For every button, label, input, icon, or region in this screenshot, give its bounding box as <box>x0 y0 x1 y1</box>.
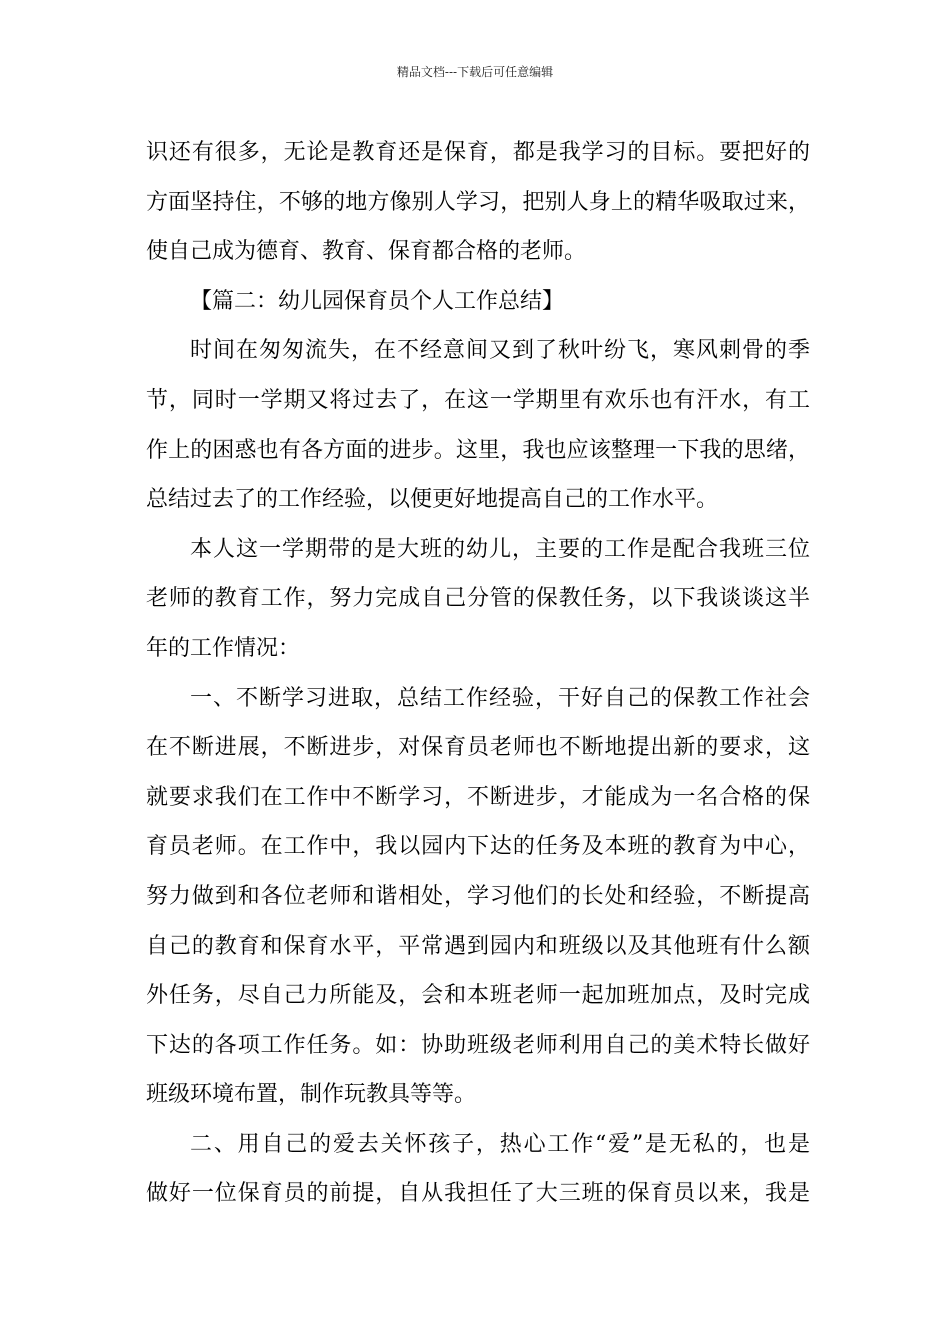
text-line: 在不断进展，不断进步，对保育员老师也不断地提出新的要求，这 <box>146 735 810 761</box>
text-line: 总结过去了的工作经验，以便更好地提高自己的工作水平。 <box>146 487 719 513</box>
page-header: 精品文档---下载后可任意编辑 <box>396 65 554 79</box>
text-line: 节，同时一学期又将过去了，在这一学期里有欢乐也有汗水，有工 <box>146 387 810 413</box>
text-line: 班级环境布置，制作玩教具等等。 <box>146 1082 477 1108</box>
text-line: 识还有很多，无论是教育还是保育，都是我学习的目标。要把好的 <box>146 140 810 165</box>
text-line: 作上的困惑也有各方面的进步。这里，我也应该整理一下我的思绪， <box>146 437 810 463</box>
text-line: 方面坚持住，不够的地方像别人学习，把别人身上的精华吸取过来， <box>146 189 810 215</box>
text-line: 努力做到和各位老师和谐相处，学习他们的长处和经验，不断提高 <box>146 883 810 909</box>
text-line: 一、不断学习进取，总结工作经验，干好自己的保教工作社会 <box>190 685 810 711</box>
text-line: 做好一位保育员的前提，自从我担任了大三班的保育员以来，我是 <box>146 1181 810 1207</box>
text-line: 育员老师。在工作中，我以园内下达的任务及本班的教育为中心， <box>146 834 810 860</box>
text-line: 老师的教育工作，努力完成自己分管的保教任务，以下我谈谈这半 <box>146 586 810 612</box>
text-line: 就要求我们在工作中不断学习，不断进步，才能成为一名合格的保 <box>146 784 810 810</box>
text-line: 外任务，尽自己力所能及，会和本班老师一起加班加点，及时完成 <box>146 983 810 1009</box>
text-line: 下达的各项工作任务。如：协助班级老师利用自己的美术特长做好 <box>146 1032 810 1058</box>
text-line: 年的工作情况： <box>146 635 301 661</box>
document-body <box>146 128 810 1219</box>
text-line: 二、用自己的爱去关怀孩子，热心工作“爱”是无私的，也是 <box>190 1131 810 1157</box>
text-line: 使自己成为德育、教育、保育都合格的老师。 <box>146 239 587 265</box>
text-line: 自己的教育和保育水平，平常遇到园内和班级以及其他班有什么额 <box>146 933 810 959</box>
section-heading: 【篇二：幼儿园保育员个人工作总结】 <box>190 288 565 314</box>
text-line: 时间在匆匆流失，在不经意间又到了秋叶纷飞，寒风刺骨的季 <box>190 338 810 364</box>
text-line: 本人这一学期带的是大班的幼儿，主要的工作是配合我班三位 <box>190 536 810 562</box>
